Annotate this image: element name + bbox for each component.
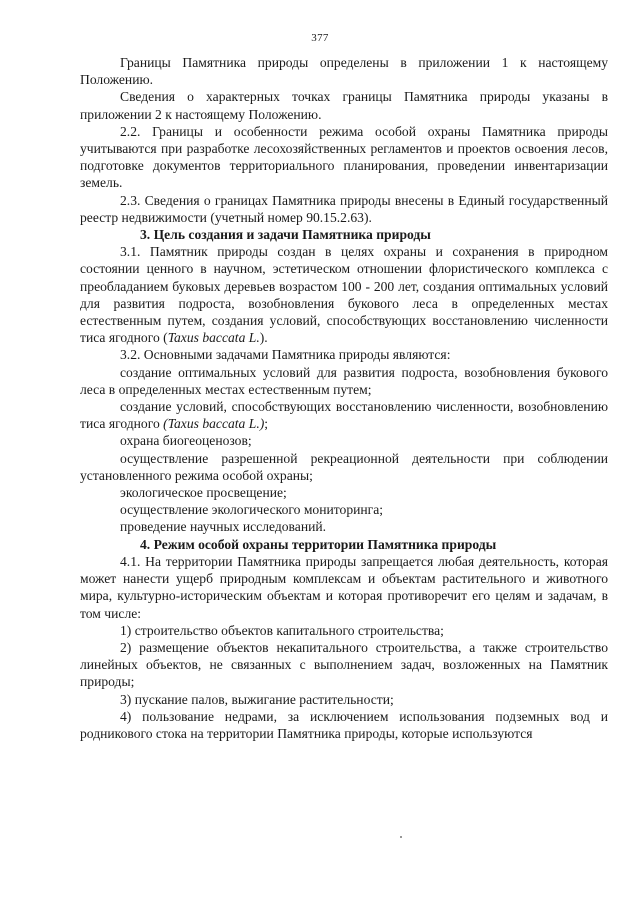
task-item: охрана биогеоценозов; (120, 433, 252, 449)
prohibition-item: 2) размещение объектов некапитального строительства, а также строительство линейных объектов, не связанных с выполнением задач, возложенных на Памятник природы; (80, 639, 608, 690)
task-item: осуществление разрешенной рекреационной деятельности при соблюдении установленного режима особой охраны; (80, 450, 608, 483)
scan-speck (400, 836, 402, 838)
task-item-text: создание условий, способствующих восстановлению численности, возобновлению тиса ягодного (80, 399, 608, 432)
paragraph-boundary-points: Сведения о характерных точках границы Памятника природы указаны в приложении 2 к настоящему Положению. (80, 89, 608, 122)
prohibition-item: 4) пользование недрами, за исключением использования подземных вод и родникового стока на территории Памятника природы, которые используются (80, 708, 608, 741)
page-number: 377 (311, 32, 329, 44)
task-item-end: ; (264, 416, 269, 432)
paragraph-2-3: 2.3. Сведения о границах Памятника природы внесены в Единый государственный реестр недвижимости (учетный номер 90.15.2.63). (80, 192, 608, 225)
paragraph-4-1: 4.1. На территории Памятника природы запрещается любая деятельность, которая может нанести ущерб природным комплексам и объектам растительного и животного мира, культурно-историческим объектам и которая противоречит его целям и задачам, в том числе: (80, 553, 608, 621)
section-4-heading: 4. Режим особой охраны территории Памятника природы (140, 536, 497, 552)
task-item: осуществление экологического мониторинга; (120, 502, 384, 518)
paragraph-3-1 (80, 243, 608, 346)
paragraph-3-1-end: ). (259, 330, 268, 346)
task-item: экологическое просвещение; (120, 485, 287, 501)
prohibition-item: 1) строительство объектов капитального строительства; (120, 622, 444, 638)
paragraph-3-1-text: 3.1. Памятник природы создан в целях охраны и сохранения в природном состоянии ценного в научном, эстетическом отношении флористического комплекса с преобладанием буковых деревьев возрастом 100 - 200 лет, создания оптимальных условий для развития подроста, возобновления букового леса в определенных местах естественным путем, создания условий, способствующих восстановлению численности тиса ягодного ( (80, 244, 608, 346)
prohibition-item: 3) пускание палов, выжигание растительности; (120, 691, 394, 707)
latin-name: (Taxus baccata L.) (163, 416, 265, 432)
section-3-heading: 3. Цель создания и задачи Памятника природы (140, 227, 431, 243)
task-item: проведение научных исследований. (120, 519, 327, 535)
paragraph-3-2: 3.2. Основными задачами Памятника природы являются: (120, 347, 451, 363)
task-item: создание оптимальных условий для развития подроста, возобновления букового леса в определенных местах естественным путем; (80, 364, 608, 397)
paragraph-2-2: 2.2. Границы и особенности режима особой охраны Памятника природы учитываются при разработке лесохозяйственных регламентов и проектов освоения лесов, подготовке документов территориального планирования, проведении инвентаризации земель. (80, 123, 608, 191)
task-item (80, 398, 608, 432)
document-body (80, 54, 608, 742)
paragraph-boundaries: Границы Памятника природы определены в приложении 1 к настоящему Положению. (80, 55, 608, 88)
latin-name: Taxus baccata L. (167, 330, 260, 346)
